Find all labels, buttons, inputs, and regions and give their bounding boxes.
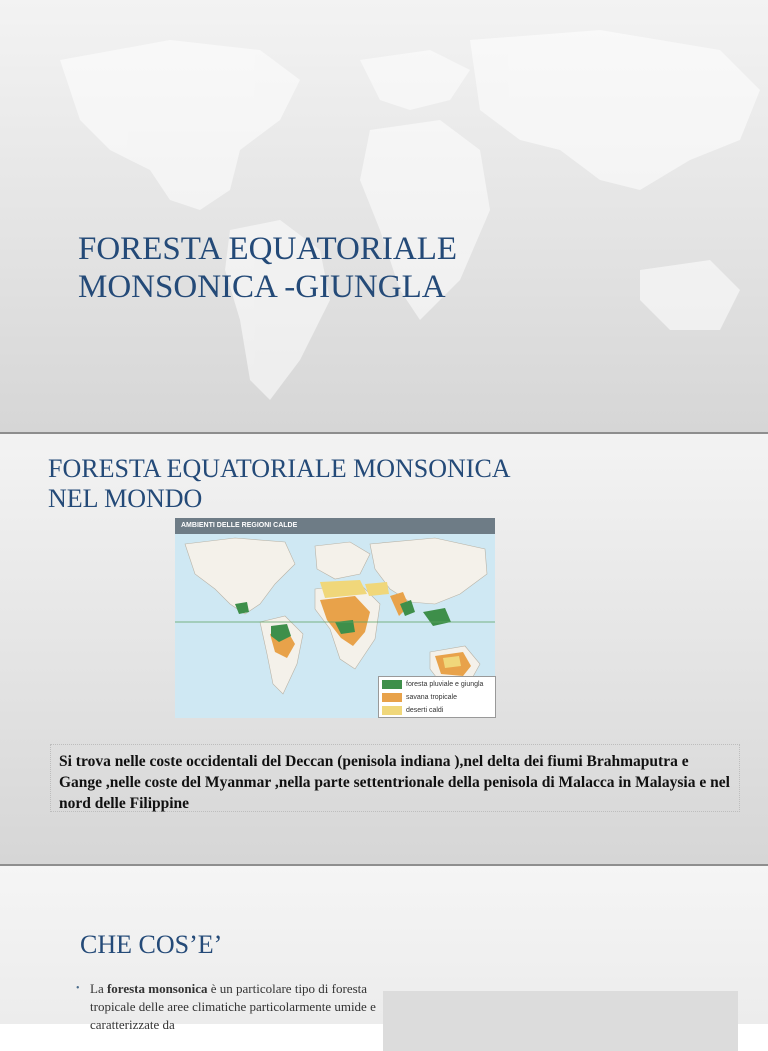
legend-item (379, 678, 495, 690)
legend-swatch (382, 706, 402, 715)
title-line-2: NEL MONDO (48, 484, 203, 513)
title-line-1: FORESTA EQUATORIALE (78, 231, 458, 267)
world-map-image (383, 991, 738, 1051)
slide-title (78, 230, 457, 306)
legend-label: savana tropicale (406, 693, 457, 701)
regions-map (175, 518, 495, 718)
bullet-bold-term: foresta monsonica (106, 981, 208, 996)
bullet-prefix: La (90, 981, 107, 996)
legend-label: deserti caldi (406, 706, 444, 714)
map-header: AMBIENTI DELLE REGIONI CALDE (175, 518, 495, 534)
title-line-1: FORESTA EQUATORIALE MONSONICA (48, 454, 511, 483)
title-line-2: MONSONICA -GIUNGLA (78, 269, 446, 305)
slide-title (48, 454, 608, 514)
legend-swatch (382, 693, 402, 702)
description-text: Si trova nelle coste occidentali del Deccan (penisola indiana ),nel delta dei fiumi Brahmaputra e Gange ,nelle coste del Myanmar ,nella parte settentrionale della penisola di Malacca in Malaysia e nel nord delle Filippine (50, 744, 740, 812)
title-slide (0, 0, 768, 432)
bullet-item (76, 980, 376, 1034)
legend-item (379, 691, 495, 703)
legend-swatch (382, 680, 402, 689)
legend-item (379, 704, 495, 716)
world-map-background (0, 0, 768, 432)
map-legend (378, 676, 496, 718)
definition-slide (0, 866, 768, 1032)
bullet-list (76, 980, 376, 1034)
bullet-text: è un particolare tipo di foresta tropicale delle aree climatiche particolarmente umide e caratterizzate da (90, 981, 376, 1032)
slide-title: CHE COS’E’ (80, 930, 223, 959)
world-distribution-slide (0, 434, 768, 864)
legend-label: foresta pluviale e giungla (406, 680, 484, 688)
